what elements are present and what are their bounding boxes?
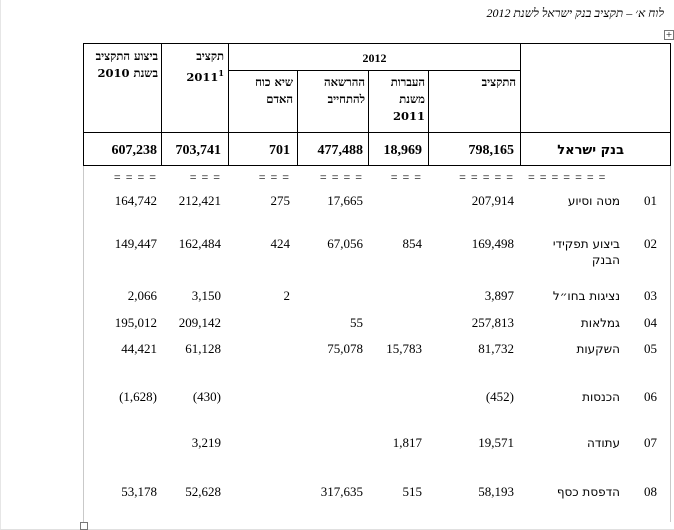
total-transfers: 18,969 bbox=[383, 143, 422, 158]
header-budget-2011-label: תקציב 2011 bbox=[186, 49, 224, 84]
table-resize-handle[interactable] bbox=[80, 522, 88, 530]
header-staff: שיא כוח האדם bbox=[255, 75, 293, 106]
total-row-divider bbox=[83, 165, 671, 166]
cell-transfers: 15,783 bbox=[386, 341, 422, 356]
separator: = = = = = = = bbox=[528, 170, 607, 184]
row-label: הכנסות bbox=[582, 390, 620, 404]
cell-budget: 3,897 bbox=[484, 288, 514, 303]
cell-budget: (452) bbox=[485, 389, 514, 404]
cell-actual: (1,628) bbox=[119, 389, 157, 404]
cell-budget2011: 162,484 bbox=[178, 236, 221, 251]
page-edge bbox=[0, 0, 1, 530]
cell-budget: 257,813 bbox=[471, 315, 514, 330]
row-code: 08 bbox=[644, 484, 657, 499]
cell-budget: 207,914 bbox=[471, 193, 514, 208]
table-caption: לוח א׳ – תקציב בנק ישראל לשנת 2012 bbox=[486, 6, 664, 20]
cell-budget: 19,571 bbox=[478, 435, 514, 450]
cell-budget2011: 61,128 bbox=[185, 341, 221, 356]
total-budget-2011: 703,741 bbox=[175, 143, 221, 158]
total-staff: 701 bbox=[269, 143, 290, 158]
table-move-handle[interactable]: + bbox=[665, 30, 673, 39]
header-commitment: ההרשאה להתחייב bbox=[323, 75, 365, 106]
cell-actual: 2,066 bbox=[127, 288, 157, 303]
cell-staff: 275 bbox=[270, 193, 290, 208]
row-label: גמלאות bbox=[580, 316, 620, 330]
cell-staff: 2 bbox=[283, 288, 290, 303]
header-budget: התקציב bbox=[481, 75, 516, 89]
row-code: 04 bbox=[644, 315, 657, 330]
separator: = = = bbox=[390, 170, 422, 184]
cell-commitment: 67,056 bbox=[327, 236, 363, 251]
row-label: מטה וסיוע bbox=[567, 194, 620, 208]
row-label: הדפסת כסף bbox=[556, 485, 620, 499]
cell-actual: 164,742 bbox=[114, 193, 157, 208]
row-label: ביצוע תפקידי הבנק bbox=[552, 237, 620, 267]
column-divider bbox=[428, 70, 429, 165]
cell-commitment: 317,635 bbox=[320, 484, 363, 499]
cell-budget2011: (430) bbox=[192, 389, 221, 404]
total-actual: 607,238 bbox=[111, 143, 157, 158]
row-code: 05 bbox=[644, 341, 657, 356]
row-label: נציגות בחו״ל bbox=[552, 289, 620, 303]
cell-budget: 58,193 bbox=[478, 484, 514, 499]
cell-actual: 44,421 bbox=[121, 341, 157, 356]
column-divider bbox=[161, 43, 162, 165]
separator: = = = bbox=[189, 170, 221, 184]
cell-budget: 169,498 bbox=[471, 236, 514, 251]
header-divider bbox=[83, 132, 671, 133]
row-code: 02 bbox=[644, 236, 657, 251]
header-year: 2012 bbox=[362, 51, 387, 65]
cell-actual: 53,178 bbox=[121, 484, 157, 499]
cell-budget2011: 209,142 bbox=[178, 315, 221, 330]
cell-transfers: 1,817 bbox=[392, 435, 422, 450]
header-budget-2011 bbox=[166, 48, 224, 86]
cell-commitment: 75,078 bbox=[327, 341, 363, 356]
row-code: 03 bbox=[644, 288, 657, 303]
table-border-left-light bbox=[83, 165, 84, 522]
header-transfers: העברות משנת 2011 bbox=[390, 75, 425, 123]
column-divider bbox=[297, 70, 298, 165]
separator: = = = = = bbox=[459, 170, 514, 184]
cell-commitment: 17,665 bbox=[327, 193, 363, 208]
cell-transfers: 854 bbox=[402, 236, 422, 251]
table-border-right-light bbox=[670, 165, 671, 522]
header-actual: ביצוע התקציב בשנת 2010 bbox=[95, 49, 158, 80]
cell-transfers: 515 bbox=[402, 484, 422, 499]
total-commitment: 477,488 bbox=[317, 143, 363, 158]
row-code: 01 bbox=[644, 193, 657, 208]
table-border-left bbox=[83, 43, 84, 165]
table-border-right bbox=[670, 43, 671, 165]
cell-actual: 195,012 bbox=[114, 315, 157, 330]
separator: = = = = bbox=[113, 170, 157, 184]
separator: = = = = bbox=[319, 170, 363, 184]
row-code: 07 bbox=[644, 435, 657, 450]
cell-actual: 149,447 bbox=[114, 236, 157, 251]
row-code: 06 bbox=[644, 389, 657, 404]
column-divider bbox=[368, 70, 369, 165]
cell-budget2011: 212,421 bbox=[178, 193, 221, 208]
total-budget: 798,165 bbox=[468, 143, 514, 158]
cell-staff: 424 bbox=[270, 236, 290, 251]
total-label: בנק ישראל bbox=[557, 143, 624, 158]
year-group-divider bbox=[228, 70, 521, 71]
row-label: עתודה bbox=[586, 436, 620, 450]
footnote-marker: 1 bbox=[218, 68, 224, 78]
cell-budget2011: 3,150 bbox=[191, 288, 221, 303]
separator: = = = bbox=[258, 170, 290, 184]
cell-budget2011: 52,628 bbox=[185, 484, 221, 499]
cell-budget: 81,732 bbox=[478, 341, 514, 356]
row-label: השקעות bbox=[576, 342, 620, 356]
table-border-top bbox=[83, 43, 671, 44]
cell-commitment: 55 bbox=[350, 315, 363, 330]
cell-budget2011: 3,219 bbox=[191, 435, 221, 450]
